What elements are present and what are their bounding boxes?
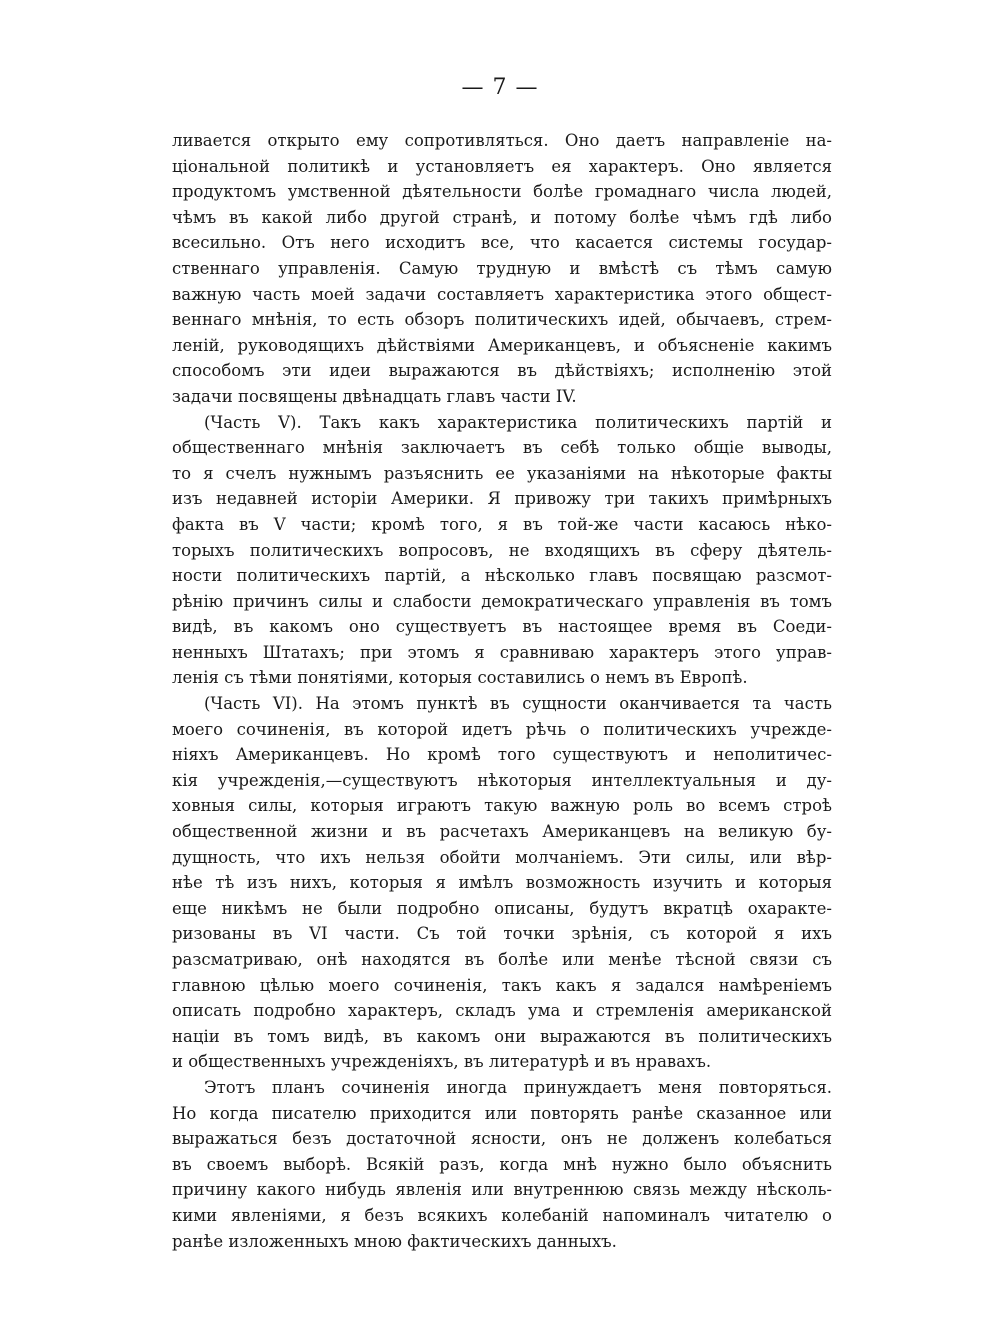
text-line: выражаться безъ достаточной ясности, онъ не долженъ колебаться [172, 1129, 832, 1149]
text-line: ственнаго управленія. Самую трудную и вмѣстѣ съ тѣмъ самую [172, 258, 832, 278]
text-line: изъ недавней исторіи Америки. Я привожу три такихъ примѣрныхъ [172, 489, 832, 509]
text-line: описать подробно характеръ, складъ ума и стремленія американской [172, 1001, 832, 1021]
text-line: еще никѣмъ не были подробно описаны, будутъ вкратцѣ охаракте- [172, 898, 832, 918]
text-line: общественнаго мнѣнія заключаетъ въ себѣ только общіе выводы, [172, 438, 832, 458]
body-text [172, 128, 832, 1254]
text-line: леній, руководящихъ дѣйствіями Американцевъ, и объясненіе какимъ [172, 335, 832, 355]
text-line: чѣмъ въ какой либо другой странѣ, и потому болѣе чѣмъ гдѣ либо [172, 207, 832, 227]
text-line: націи въ томъ видѣ, въ какомъ они выражаются въ политическихъ [172, 1026, 832, 1046]
text-line: важную часть моей задачи составляетъ характеристика этого общест- [172, 284, 832, 304]
text-line: Но когда писателю приходится или повторять ранѣе сказанное или [172, 1103, 832, 1123]
text-line: ніяхъ Американцевъ. Но кромѣ того существуютъ и неполитичес- [172, 745, 832, 765]
text-line: видѣ, въ какомъ оно существуетъ въ настоящее время въ Соеди- [172, 617, 832, 637]
text-line: ливается открыто ему сопротивляться. Оно даетъ направленіе на- [172, 131, 832, 150]
text-line: кія учрежденія,—существуютъ нѣкоторыя интеллектуальныя и ду- [172, 770, 832, 790]
text-line: кими явленіями, я безъ всякихъ колебаній напоминалъ читателю о [172, 1205, 832, 1225]
text-line: общественной жизни и въ расчетахъ Американцевъ на великую бу- [172, 822, 832, 842]
text-line: веннаго мнѣнія, то есть обзоръ политическихъ идей, обычаевъ, стрем- [172, 310, 832, 330]
text-line: ховныя силы, которыя играютъ такую важную роль во всемъ строѣ [172, 796, 832, 816]
text-line: нѣе тѣ изъ нихъ, которыя я имѣлъ возможность изучить и которыя [172, 873, 832, 893]
page-number: — 7 — [461, 75, 539, 100]
text-line: ности политическихъ партій, а нѣсколько главъ посвящаю разсмот- [172, 566, 832, 586]
text-line: ненныхъ Штатахъ; при этомъ я сравниваю характеръ этого управ- [172, 642, 832, 662]
text-line: моего сочиненія, въ которой идетъ рѣчь о политическихъ учрежде- [172, 719, 832, 739]
text-line: (Часть VI). На этомъ пунктѣ въ сущности оканчивается та часть [204, 694, 832, 714]
text-line: Этотъ планъ сочиненія иногда принуждаетъ меня повторяться. [204, 1077, 832, 1097]
text-line: рѣнію причинъ силы и слабости демократическаго управленія въ томъ [172, 591, 832, 611]
text-line: главною цѣлью моего сочиненія, такъ какъ я задался намѣреніемъ [172, 975, 832, 995]
text-line: (Часть V). Такъ какъ характеристика политическихъ партій и [204, 412, 832, 432]
text-line: продуктомъ умственной дѣятельности болѣе громаднаго числа людей, [172, 182, 832, 202]
text-line: то я счелъ нужнымъ разъяснить ее указаніями на нѣкоторые факты [172, 463, 832, 483]
text-line: причину какого нибудь явленія или внутреннюю связь между нѣсколь- [172, 1180, 832, 1200]
text-line: факта въ V части; кромѣ того, я въ той-же части касаюсь нѣко- [172, 514, 832, 534]
text-line: торыхъ политическихъ вопросовъ, не входящихъ въ сферу дѣятель- [172, 540, 832, 560]
text-line: въ своемъ выборѣ. Всякій разъ, когда мнѣ нужно было объяснить [172, 1154, 832, 1174]
text-line: и общественныхъ учрежденіяхъ, въ литературѣ и въ нравахъ. [172, 1052, 712, 1072]
text-line: ціональной политикѣ и установляетъ ея характеръ. Оно является [172, 156, 832, 176]
text-line: ризованы въ VI части. Съ той точки зрѣнія, съ которой я ихъ [172, 924, 832, 944]
text-line: всесильно. Отъ него исходитъ все, что касается системы государ- [172, 233, 832, 253]
text-line: способомъ эти идеи выражаются въ дѣйствіяхъ; исполненію этой [172, 361, 832, 381]
text-line: разсматриваю, онѣ находятся въ болѣе или менѣе тѣсной связи съ [172, 950, 832, 969]
text-line: задачи посвящены двѣнадцать главъ части IV. [172, 386, 577, 406]
text-line: ленія съ тѣми понятіями, которыя составились о немъ въ Европѣ. [172, 668, 748, 688]
text-line: дущность, что ихъ нельзя обойти молчаніемъ. Эти силы, или вѣр- [172, 847, 832, 867]
text-line: ранѣе изложенныхъ мною фактическихъ данныхъ. [172, 1231, 617, 1251]
